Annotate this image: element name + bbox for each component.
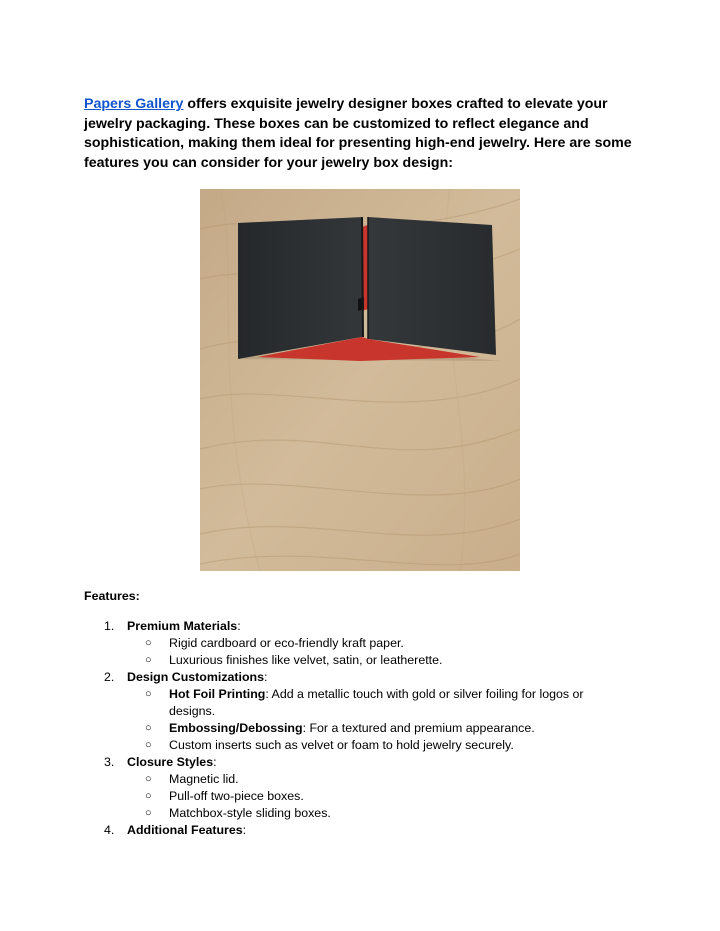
- jewelry-box-image: [200, 189, 520, 571]
- intro-text: offers exquisite jewelry designer boxes crafted to elevate your jewelry packaging. These boxes can be customized to reflect elegance and sophistication, making them ideal for presenting high-end jewelry. Here are some features you can consider for your jewelry box design:: [84, 96, 632, 171]
- list-subitem: ○ Pull-off two-piece boxes.: [145, 789, 304, 803]
- bullet-icon: ○: [145, 637, 152, 649]
- list-subitem: ○ Hot Foil Printing: Add a metallic touch with gold or silver foiling for logos or: [145, 687, 584, 701]
- box-lid-left: [238, 217, 363, 359]
- list-subitem: ○ Luxurious finishes like velvet, satin, or leatherette.: [145, 653, 443, 667]
- list-number: 3.: [104, 755, 115, 769]
- list-subitem: ○ Magnetic lid.: [145, 772, 239, 786]
- feature-title: Closure Styles: [127, 755, 214, 769]
- list-item: 2. Design Customizations:: [104, 670, 268, 684]
- list-item: 1. Premium Materials:: [104, 619, 241, 633]
- bullet-icon: ○: [145, 722, 152, 734]
- bullet-icon: ○: [145, 807, 152, 819]
- features-list: [0, 618, 720, 839]
- list-subitem-continuation: designs.: [169, 704, 216, 718]
- intro-paragraph: [84, 95, 644, 173]
- feature-title: Design Customizations: [127, 670, 264, 684]
- bullet-icon: ○: [145, 739, 152, 751]
- feature-title: Premium Materials: [127, 619, 238, 633]
- bullet-icon: ○: [145, 790, 152, 802]
- bullet-icon: ○: [145, 688, 152, 700]
- list-subitem: ○ Custom inserts such as velvet or foam to hold jewelry securely.: [145, 738, 514, 752]
- bullet-icon: ○: [145, 773, 152, 785]
- list-number: 1.: [104, 619, 115, 633]
- list-number: 4.: [104, 823, 115, 837]
- list-subitem: ○ Rigid cardboard or eco-friendly kraft paper.: [145, 636, 404, 650]
- list-item: 3. Closure Styles:: [104, 755, 217, 769]
- jewelry-box-photo: [200, 189, 520, 571]
- features-heading: Features:: [84, 589, 140, 603]
- papers-gallery-link[interactable]: Papers Gallery: [84, 96, 184, 112]
- list-subitem: ○ Embossing/Debossing: For a textured and premium appearance.: [145, 721, 535, 735]
- bullet-icon: ○: [145, 654, 152, 666]
- feature-title: Additional Features: [127, 823, 243, 837]
- list-item: 4. Additional Features:: [104, 823, 247, 837]
- list-subitem: ○ Matchbox-style sliding boxes.: [145, 806, 331, 820]
- list-number: 2.: [104, 670, 115, 684]
- box-lid-right: [368, 217, 496, 355]
